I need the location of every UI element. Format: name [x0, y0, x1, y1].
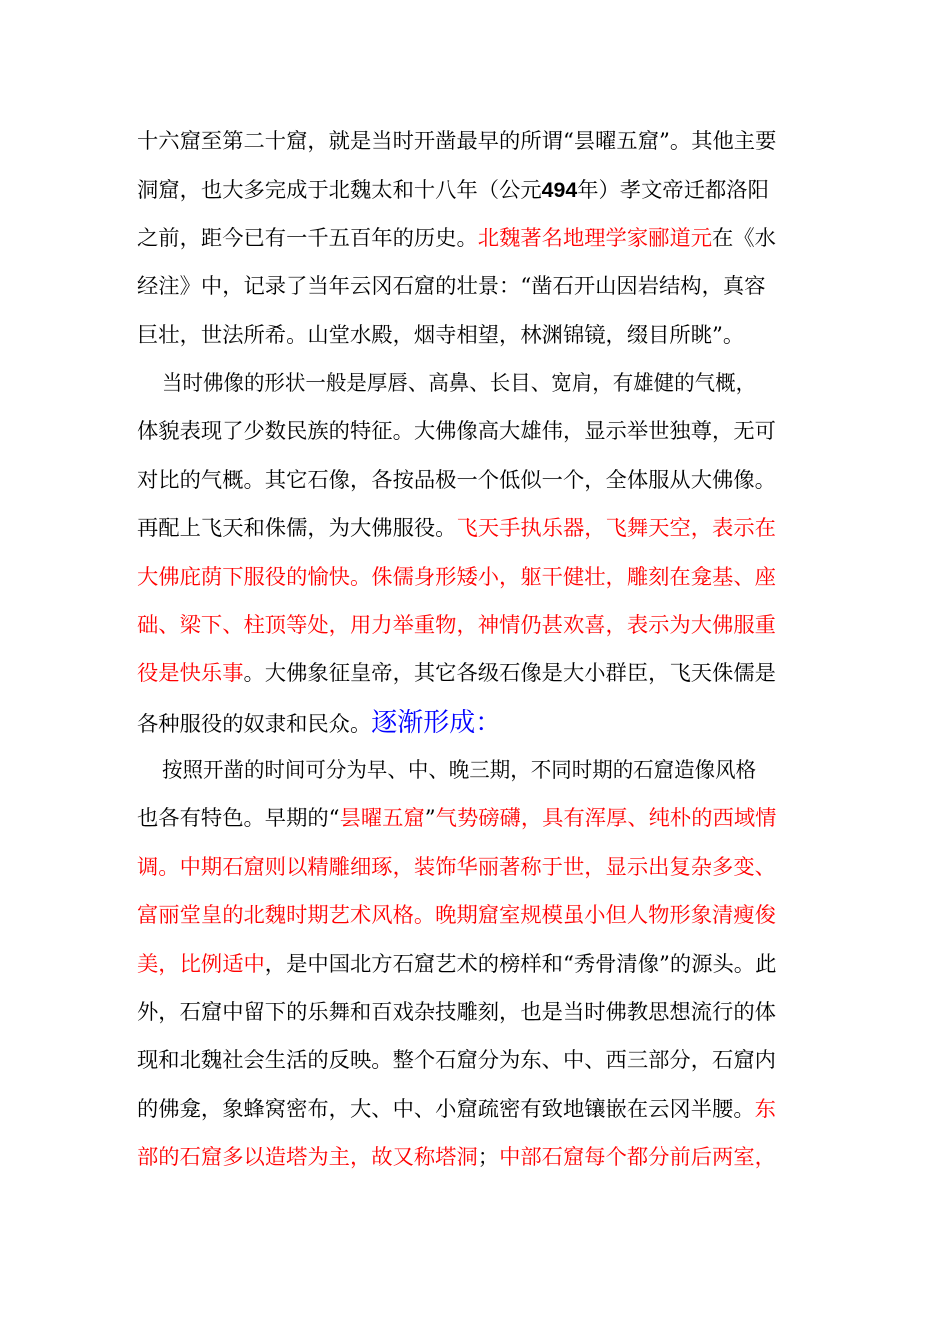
- text-line: [137, 747, 793, 795]
- highlighted-text: 中部石窟每个都分前后两室，: [499, 1145, 776, 1171]
- highlighted-text: 飞天手执乐器，飞舞天空，表示在: [456, 516, 776, 542]
- text-run: 各种服役的奴隶和民众。: [137, 711, 372, 737]
- text-run: 再配上飞天和侏儒，为大佛服役。: [137, 516, 457, 542]
- text-run: 洞窟，也大多完成于北魏太和十八年（公元: [137, 178, 542, 204]
- text-line: [137, 844, 819, 892]
- text-line: [137, 505, 819, 553]
- text-run: 年）孝文帝迁都洛阳: [577, 178, 769, 204]
- text-run: 体貌表现了少数民族的特征。大佛像高大雄伟，显示举世独尊，无可: [137, 419, 776, 445]
- text-run: 当时佛像的形状一般是厚唇、高鼻、长目、宽肩，有雄健的气概，: [162, 370, 757, 396]
- highlighted-text: 调。中期石窟则以精雕细琢，装饰华丽著称于世，显示出复杂多变、: [137, 854, 776, 880]
- highlighted-text: 昙曜五窟: [339, 806, 425, 832]
- text-line: [137, 554, 819, 602]
- text-run: 也各有特色。早期的“: [137, 806, 340, 832]
- text-line: [137, 1134, 819, 1182]
- text-line: [137, 989, 819, 1037]
- highlighted-text: 富丽堂皇的北魏时期艺术风格。晚期窟室规模虽小但人物形象清瘦俊: [137, 903, 776, 929]
- text-line: [137, 312, 819, 360]
- text-run: 现和北魏社会生活的反映。整个石窟分为东、中、西三部分，石窟内: [137, 1048, 776, 1074]
- text-run: ；: [477, 1145, 500, 1171]
- highlighted-text: 美，比例适中: [137, 951, 265, 977]
- text-line: [137, 699, 819, 747]
- text-run: 巨壮，世法所希。山堂水殿，烟寺相望，林渊锦镜，缀目所眺”。: [137, 322, 745, 348]
- text-line: [137, 795, 819, 843]
- text-run: 按照开凿的时间可分为早、中、晚三期，不同时期的石窟造像风格: [162, 758, 757, 784]
- paragraph: [137, 118, 819, 360]
- document-page: [137, 118, 819, 1183]
- highlighted-text: 大佛庇荫下服役的愉快。侏儒身形矮小，躯干健壮，雕刻在龛基、座: [137, 564, 776, 590]
- text-run: 494: [541, 178, 578, 203]
- text-run: 在《水: [712, 225, 776, 251]
- text-run: 对比的气概。其它石像，各按品极一个低似一个，全体服从大佛像。: [137, 467, 776, 493]
- text-line: [137, 1086, 819, 1134]
- text-line: [137, 650, 819, 698]
- highlighted-text: 部的石窟多以造塔为主，故又称塔洞: [137, 1145, 478, 1171]
- text-run: 经注》中，记录了当年云冈石窟的壮景：“凿石开山因岩结构，真容: [137, 274, 766, 300]
- text-line: [137, 263, 819, 311]
- text-run: 的佛龛，象蜂窝密布，大、中、小窟疏密有致地镶嵌在云冈半腰。: [137, 1096, 755, 1122]
- text-line: [137, 360, 793, 408]
- text-line: [137, 166, 819, 214]
- highlighted-text: 役是快乐事: [137, 661, 244, 687]
- blue-heading-text: 逐渐形成：: [371, 707, 502, 738]
- paragraph: [137, 747, 819, 1183]
- text-line: [137, 602, 819, 650]
- text-line: [137, 408, 819, 456]
- text-line: [137, 215, 819, 263]
- text-line: [137, 892, 819, 940]
- text-line: [137, 457, 819, 505]
- text-run: ，是中国北方石窟艺术的榜样和“秀骨清像”的源头。此: [264, 951, 777, 977]
- paragraph: [137, 360, 819, 747]
- highlighted-text: 东: [754, 1096, 776, 1122]
- text-run: 。大佛象征皇帝，其它各级石像是大小群臣，飞天侏儒是: [243, 661, 776, 687]
- text-run: 之前，距今已有一千五百年的历史。: [137, 225, 478, 251]
- highlighted-text: 础、梁下、柱顶等处，用力举重物，神情仍甚欢喜，表示为大佛服重: [137, 612, 776, 638]
- highlighted-text: 气势磅礴，具有浑厚、纯朴的西域情: [435, 806, 777, 832]
- text-run: 十六窟至第二十窟，就是当时开凿最早的所谓“昙曜五窟”。其他主要: [137, 129, 777, 154]
- text-run: 外，石窟中留下的乐舞和百戏杂技雕刻，也是当时佛教思想流行的体: [137, 1000, 776, 1026]
- text-line: [137, 118, 819, 166]
- text-run: ”: [424, 806, 436, 832]
- highlighted-text: 北魏著名地理学家郦道元: [477, 225, 713, 251]
- text-line: [137, 1037, 819, 1085]
- text-line: [137, 941, 819, 989]
